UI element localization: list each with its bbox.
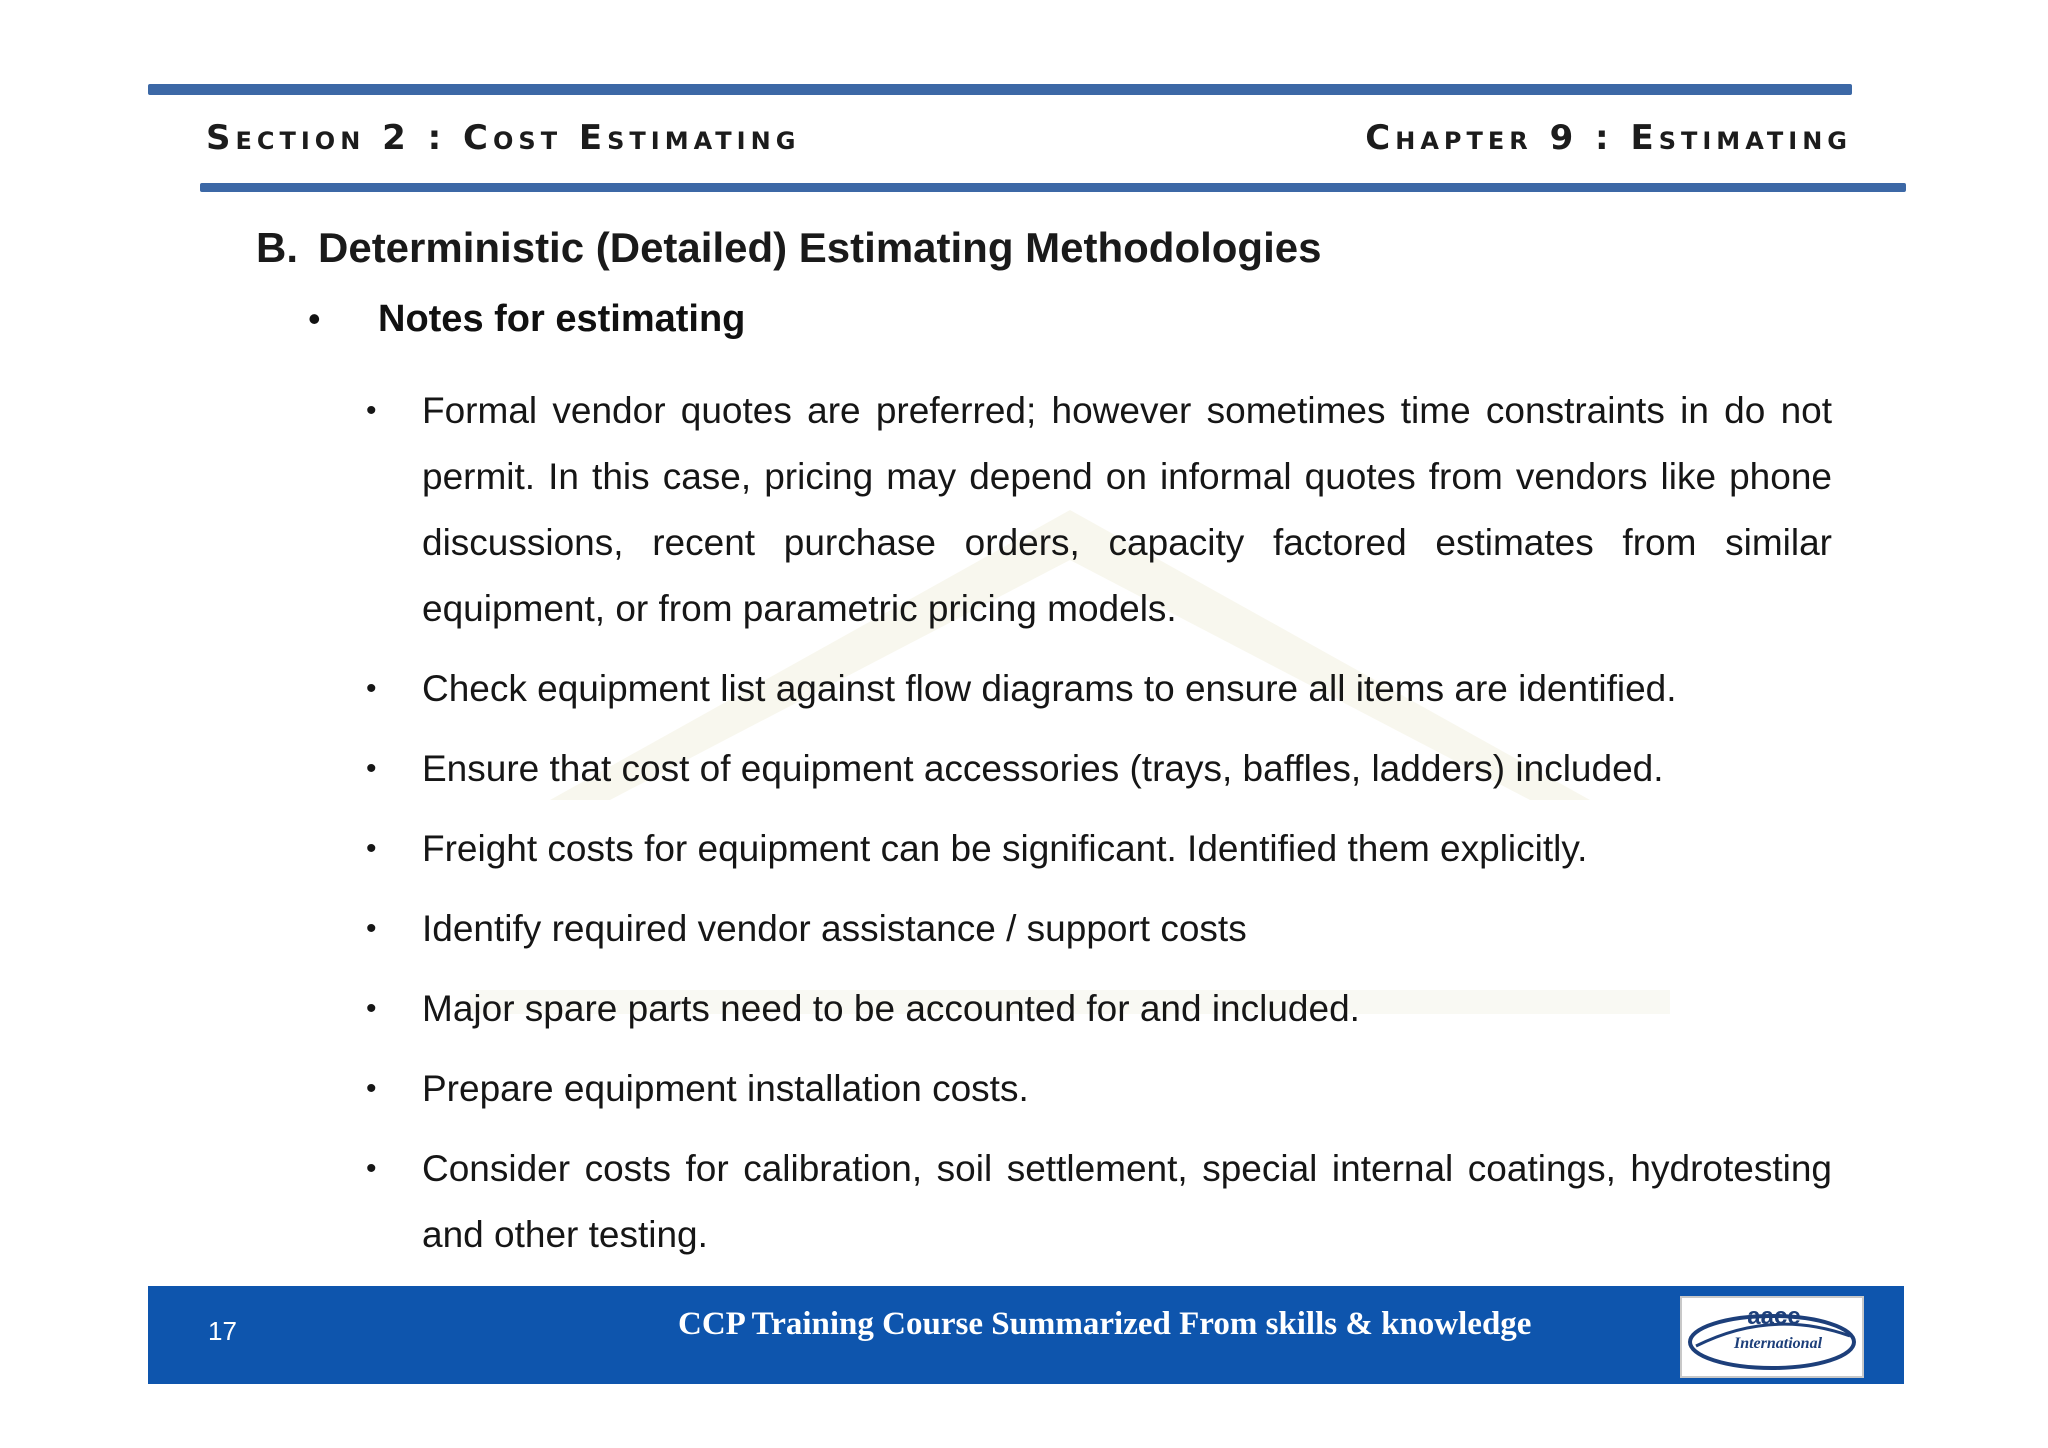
list-item-text: Major spare parts need to be accounted for and included.	[422, 988, 1360, 1029]
bullet-dot: •	[366, 394, 377, 427]
list-item	[362, 976, 1832, 1042]
heading-title: Deterministic (Detailed) Estimating Methodologies	[318, 224, 1322, 271]
bullet-dot: •	[366, 752, 377, 785]
list-item-text: Check equipment list against flow diagrams to ensure all items are identified.	[422, 668, 1677, 709]
section-title: Section 2 : Cost Estimating	[206, 118, 801, 158]
aace-logo-icon	[1682, 1298, 1862, 1376]
list-item	[362, 1136, 1832, 1268]
list-item-text: Prepare equipment installation costs.	[422, 1068, 1029, 1109]
list-item-text: Consider costs for calibration, soil settlement, special internal coatings, hydrotesting and other testing.	[422, 1148, 1832, 1255]
bullet-dot: •	[366, 992, 377, 1025]
svg-text:aace: aace	[1747, 1303, 1801, 1330]
level1-text: Notes for estimating	[378, 298, 746, 340]
bullet-dot: •	[366, 912, 377, 945]
list-item	[362, 816, 1832, 882]
heading-letter: B.	[256, 224, 298, 271]
footer-course-text: CCP Training Course Summarized From skills & knowledge	[678, 1306, 1532, 1342]
list-item-text: Freight costs for equipment can be significant. Identified them explicitly.	[422, 828, 1588, 869]
list-item-text: Formal vendor quotes are preferred; however sometimes time constraints in do not permit. In this case, pricing may depend on informal quotes from vendors like phone discussions, recent purchase orders, capacity factored estimates from similar equipment, or from parametric pricing models.	[422, 390, 1832, 629]
list-item-text: Ensure that cost of equipment accessories (trays, baffles, ladders) included.	[422, 748, 1664, 789]
slide-heading	[256, 224, 1321, 272]
bullet-list	[362, 378, 1832, 1282]
list-item	[362, 656, 1832, 722]
bullet-dot: •	[308, 298, 321, 339]
bullet-dot: •	[366, 672, 377, 705]
svg-text:International: International	[1733, 1335, 1823, 1352]
list-item	[362, 1056, 1832, 1122]
list-item	[362, 896, 1832, 962]
bullet-dot: •	[366, 832, 377, 865]
list-item	[362, 378, 1832, 642]
list-item	[362, 736, 1832, 802]
header-top-bar	[148, 84, 1852, 95]
chapter-title: Chapter 9 : Estimating	[1365, 118, 1852, 158]
list-item-text: Identify required vendor assistance / support costs	[422, 908, 1247, 949]
footer-bar	[148, 1286, 1904, 1384]
header-bottom-bar	[200, 183, 1906, 192]
bullet-dot: •	[366, 1072, 377, 1105]
level1-item	[308, 298, 745, 341]
aace-logo	[1680, 1296, 1864, 1378]
page-number: 17	[208, 1316, 237, 1346]
bullet-dot: •	[366, 1152, 377, 1185]
